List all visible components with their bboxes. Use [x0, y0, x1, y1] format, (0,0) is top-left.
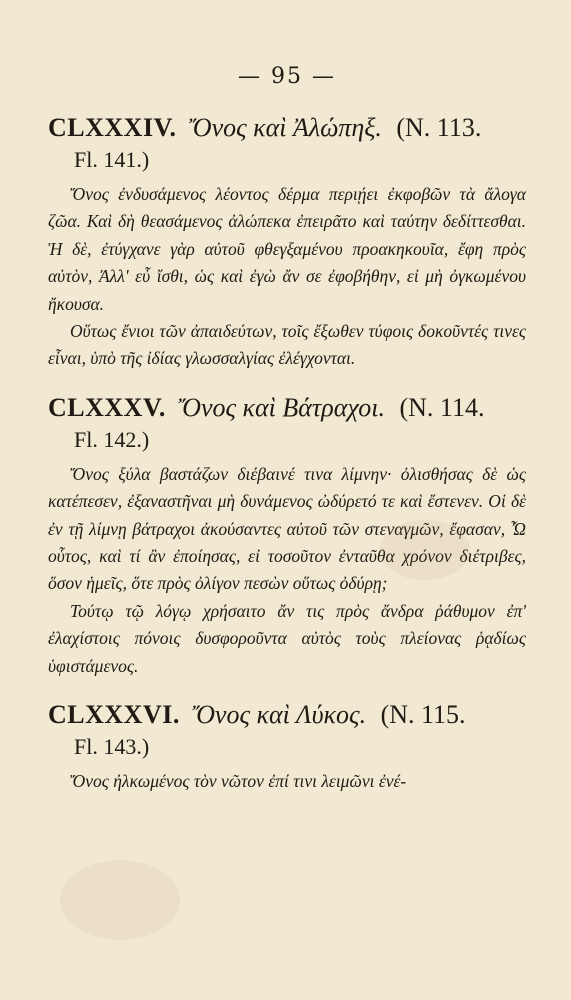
- fable-paragraph: Ὄνος ξύλα βαστάζων διέβαινέ τινα λίμνην· ὀλισθήσας δὲ ὡς κατέπεσεν, ἐξαναστῆναι μὴ δυνάμενος ὠδύρετό τε καὶ ἔστενεν. Οἱ δὲ ἐν τῇ λίμνῃ βάτραχοι ἀκούσαντες αὐτοῦ τῶν στεναγμῶν, ἔφασαν, Ὦ οὗτος, καὶ τί ἂν ἐποίησας, εἰ τοσοῦτον ἐνταῦθα χρόνον διέτριβες, ὅσον ἡμεῖς, ὅτε πρὸς ὀλίγον πεσὼν οὕτως ὀδύρῃ;: [48, 463, 526, 594]
- page-number: — 95 —: [238, 64, 336, 89]
- fable-reference: (N. 113.: [396, 113, 482, 142]
- fable-reference: (N. 114.: [399, 392, 485, 422]
- fable-subreference: Fl. 142.): [74, 426, 150, 452]
- fable-numeral: CLXXXV.: [48, 392, 166, 422]
- fable-heading: [48, 111, 526, 145]
- fable-title: Ὄνος καὶ Λύκος.: [192, 700, 367, 730]
- fable-title: Ὄνος καὶ Ἀλώπηξ.: [189, 113, 382, 142]
- fable-heading: [48, 698, 526, 732]
- fable-title: Ὄνος καὶ Βάτραχοι.: [178, 392, 385, 422]
- fable-moral: Οὕτως ἔνιοι τῶν ἀπαιδεύτων, τοῖς ἔξωθεν τύφοις δοκοῦντές τινες εἶναι, ὑπὸ τῆς ἰδίας γλωσσαλγίας ἐλέγχονται.: [48, 321, 526, 369]
- fable-reference: (N. 115.: [380, 700, 466, 730]
- paper-stain: [380, 520, 470, 580]
- fable-subreference: Fl. 141.): [74, 147, 150, 172]
- fable-heading: [48, 391, 526, 425]
- fable-numeral: CLXXXVI.: [48, 700, 180, 730]
- paper-stain: [60, 860, 180, 940]
- fable-paragraph: Ὄνος ἐνδυσάμενος λέοντος δέρμα περιῄει ἐκφοβῶν τὰ ἄλογα ζῶα. Καὶ δὴ θεασάμενος ἀλώπεκα ἐπειρᾶτο καὶ ταύτην δεδίττεσθαι. Ἡ δὲ, ἐτύγχανε γὰρ αὐτοῦ φθεγξαμένου προακηκουῖα, ἔφη πρὸς αὐτὸν, Ἀλλ' εὖ ἴσθι, ὡς καὶ ἐγὼ ἄν σε ἐφοβήθην, εἰ μὴ ὀγκωμένου ἤκουσα.: [48, 184, 526, 314]
- fable-moral: Τούτῳ τῷ λόγῳ χρήσαιτο ἄν τις πρὸς ἄνδρα ῥάθυμον ἐπ' ἐλαχίστοις πόνοις δυσφοροῦντα αὐτὸς τοὺς πλείονας ῥᾳδίως ὑφιστάμενος.: [48, 600, 526, 676]
- fable-subreference: Fl. 143.): [74, 734, 150, 760]
- fable-section: [48, 698, 526, 795]
- fable-paragraph: Ὄνος ἠλκωμένος τὸν νῶτον ἐπί τινι λειμῶνι ἐνέ-: [70, 771, 407, 792]
- fable-section: [48, 111, 526, 373]
- fable-numeral: CLXXXIV.: [48, 113, 177, 142]
